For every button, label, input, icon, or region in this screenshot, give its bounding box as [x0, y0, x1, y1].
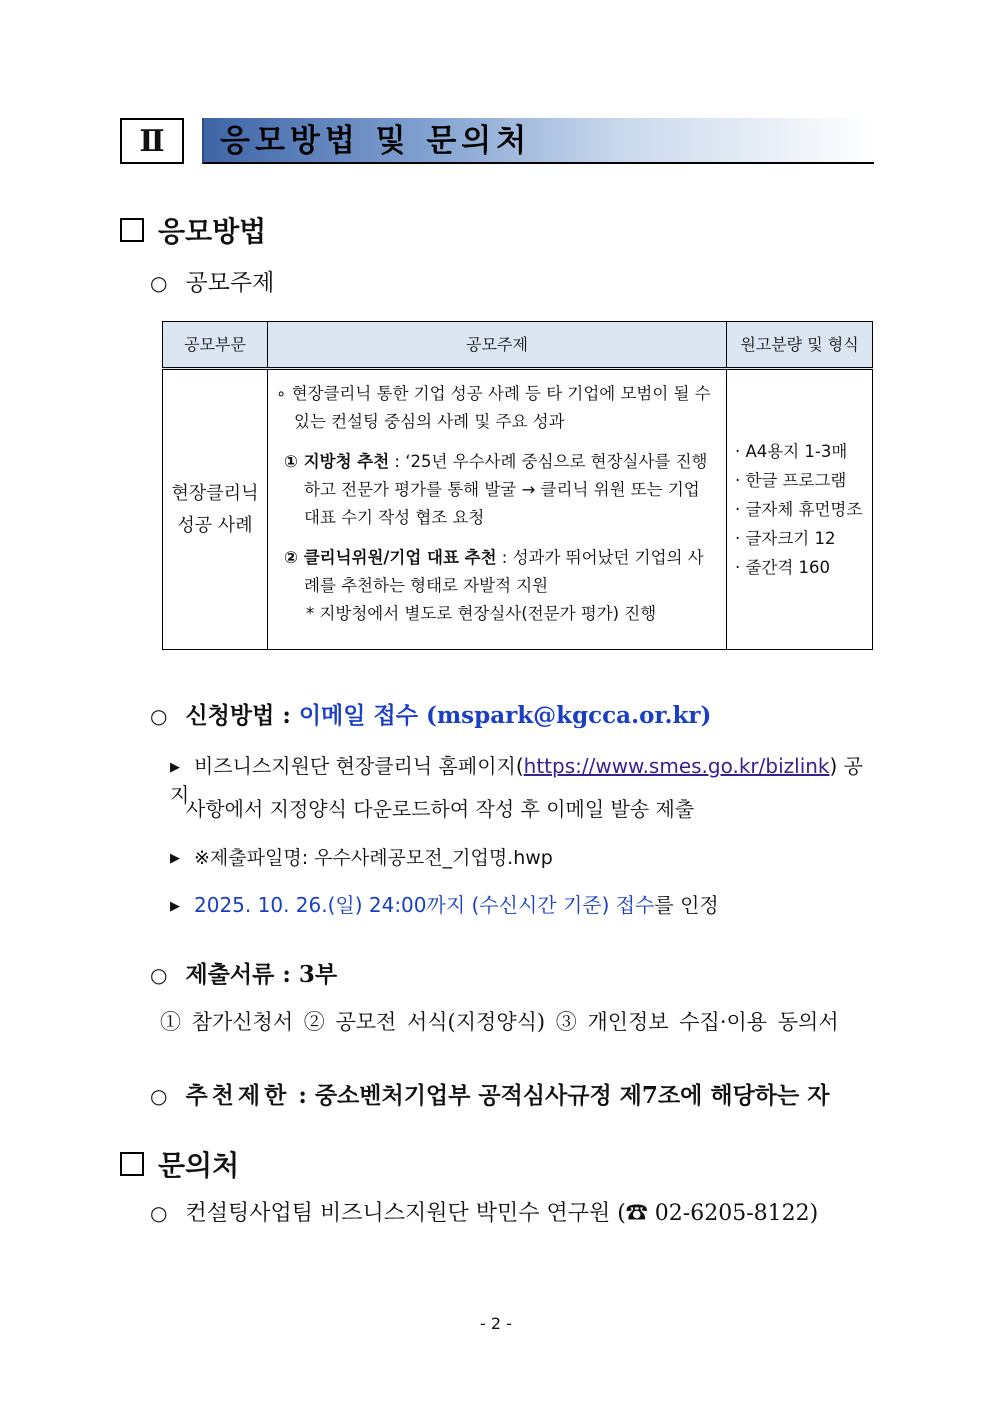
topic-item-1: ① 지방청 추천 : ‘25년 우수사례 중심으로 현장실사를 진행하고 전문가 평가를 통해 발굴 → 클리닉 위원 또는 기업 대표 수기 작성 협조 요청	[284, 452, 708, 527]
header-format: 원고분량 및 형식	[727, 322, 873, 369]
circle-bullet-icon: ○	[150, 704, 168, 728]
apply-method-heading: 응모방법	[120, 210, 266, 250]
application-line-1: ▶ 비즈니스지원단 현장클리닉 홈페이지(https://www.smes.go.kr/bizlink) 공지	[170, 754, 863, 807]
topic-item-2: ② 클리닉위원/기업 대표 추천 : 성과가 뛰어났던 기업의 사례를 추천하는 형태로 자발적 지원	[284, 548, 704, 595]
circle-bullet-icon: ○	[150, 271, 168, 295]
documents-heading: ○ 제출서류 : 3부	[150, 961, 338, 988]
circle-bullet-icon: ○	[150, 1084, 168, 1108]
triangle-bullet-icon: ▶	[170, 760, 180, 775]
page-number: - 2 -	[480, 1314, 512, 1333]
circle-bullet-icon: ○	[150, 1201, 168, 1225]
documents-list: ① 참가신청서 ② 공모전 서식(지정양식) ③ 개인정보 수집·이용 동의서	[160, 1010, 839, 1034]
format-cell: · A4용지 1-3매 · 한글 프로그램 · 글자체 휴먼명조 · 글자크기 12 · 줄간격 160	[727, 369, 873, 650]
section-title: 응모방법 및 문의처	[220, 123, 532, 159]
table-row	[163, 369, 873, 650]
application-method: ○ 신청방법 : 이메일 접수 (mspark@kgcca.or.kr)	[150, 702, 712, 729]
application-line-2: ▶ ※제출파일명: 우수사례공모전_기업명.hwp	[170, 847, 553, 869]
section-numeral: Ⅱ	[120, 118, 184, 164]
application-line-1-cont: 사항에서 지정양식 다운로드하여 작성 후 이메일 발송 제출	[186, 797, 695, 821]
header-topic: 공모주제	[268, 322, 727, 369]
table-header-row	[163, 322, 873, 369]
contact-line: ○ 컨설팅사업팀 비즈니스지원단 박민수 연구원 (☎ 02-6205-8122)	[150, 1201, 819, 1226]
triangle-bullet-icon: ▶	[170, 851, 180, 866]
square-bullet-icon	[120, 218, 144, 242]
topic-table	[162, 321, 873, 650]
topic-main: ∘ 현장클리닉 통한 기업 성공 사례 등 타 기업에 모범이 될 수 있는 컨설팅 중심의 사례 및 주요 성과	[276, 384, 711, 431]
circle-bullet-icon: ○	[150, 963, 168, 987]
restriction: ○ 추천제한 : 중소벤처기업부 공적심사규정 제7조에 해당하는 자	[150, 1082, 830, 1109]
square-bullet-icon	[120, 1152, 144, 1176]
topic-heading: ○ 공모주제	[150, 270, 275, 296]
contact-heading: 문의처	[120, 1144, 239, 1184]
application-email: 이메일 접수 (mspark@kgcca.or.kr)	[298, 702, 712, 729]
application-line-3: ▶ 2025. 10. 26.(일) 24:00까지 (수신시간 기준) 접수를 인정	[170, 893, 719, 917]
homepage-link[interactable]: https://www.smes.go.kr/bizlink	[523, 754, 830, 778]
topic-note: * 지방청에서 별도로 현장실사(전문가 평가) 진행	[306, 604, 657, 623]
category-cell: 현장클리닉 성공 사례	[163, 369, 268, 650]
topic-content-cell	[268, 369, 727, 650]
header-category: 공모부문	[163, 322, 268, 369]
triangle-bullet-icon: ▶	[170, 899, 180, 914]
